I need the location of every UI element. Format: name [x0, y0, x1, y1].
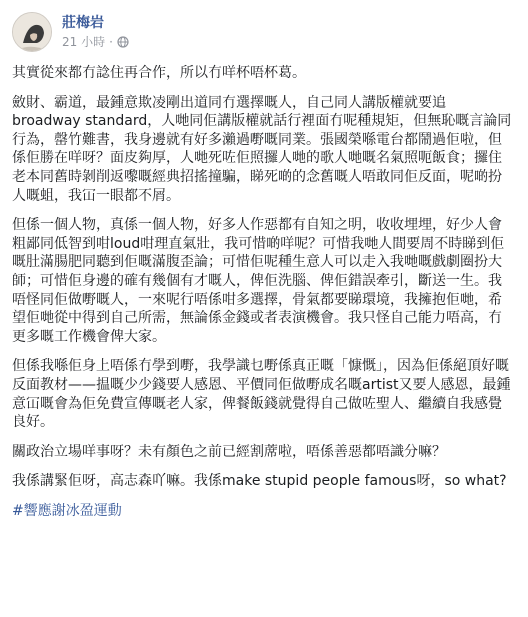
- avatar-image: [13, 13, 52, 52]
- timestamp[interactable]: 21 小時: [62, 35, 106, 49]
- post-paragraph: 其實從來都冇諗住再合作，所以冇咩杯唔杯葛。: [12, 65, 306, 81]
- separator-dot: ·: [109, 35, 113, 49]
- post-body: [12, 64, 512, 531]
- hashtag-link[interactable]: #響應謝冰盈運動: [12, 502, 122, 519]
- post-paragraph: 我係講緊佢呀，高志森吖嘛。我係make stupid people famous呀，so what?: [12, 473, 507, 490]
- author-name[interactable]: 莊梅岩: [62, 15, 104, 31]
- post-paragraph: 但係我喺佢身上唔係冇學到嘢，我學識乜嘢係真正嘅「慷慨」，因為佢係絕頂好嘅反面教材——揾嘅少少錢要人感恩、平價同佢做嘢成名嘅artist又要人感恩，最鍾意冚嘅會為佢免費宣傳嘅老人家，俾餐飯錢就覺得自己做咗聖人、繼續自我感覺良好。: [12, 358, 511, 431]
- timestamp-row: [62, 34, 129, 50]
- avatar[interactable]: [12, 12, 52, 52]
- post-paragraph: 斂財、霸道，最鍾意欺凌剛出道同冇選擇嘅人，自己同人講版權就要追broadway standard，人哋同佢講版權就話行裡面冇呢種規矩，但無恥嘅言論同行為，罄竹難書，我身邊就有好多瀨過嘢嘅同業。張國榮喺電台都鬧過佢啦，但係佢勝在咩呀？面皮夠厚，人哋死咗佢照攞人哋的歌人哋嘅名氣照呃飯食；攞住老本同舊時剝削返嚟嘅經典招搖撞騙，睇死啲的念舊嘅人唔敢同佢反面，呢啲扮人嘅蛆，我冚一眼都不屑。: [12, 94, 512, 204]
- post-paragraph: 但係一個人物，真係一個人物，好多人作惡都有自知之明，收收埋埋，好少人會粗鄙同低智到咁loud咁理直氣壯，我可惜啲咩呢？可惜我哋人間要周不時睇到佢嘅肚滿腸肥同聽到佢嘅滿腹歪論；可惜佢呢種生意人可以走入我哋嘅戲劇圈扮大師；可惜佢身邊的確有幾個有才嘅人，俾佢洗腦、俾佢錯誤牽引，斷送一生。我唔怪同佢做嘢嘅人，一來呢行唔係咁多選擇，骨氣都要睇環境，我擁抱佢哋，希望佢哋從中得到自己所需，無論係金錢或者表演機會。我只怪自己能力唔高，冇更多嘅工作機會俾大家。: [12, 217, 505, 345]
- post-paragraph: 關政治立場咩事呀？未有顏色之前已經割蓆啦，唔係善惡都唔識分嘛？: [12, 443, 446, 460]
- post-meta: [62, 14, 129, 50]
- post-header: [12, 8, 129, 56]
- hashtag-paragraph: [12, 502, 512, 521]
- globe-icon[interactable]: [117, 36, 129, 48]
